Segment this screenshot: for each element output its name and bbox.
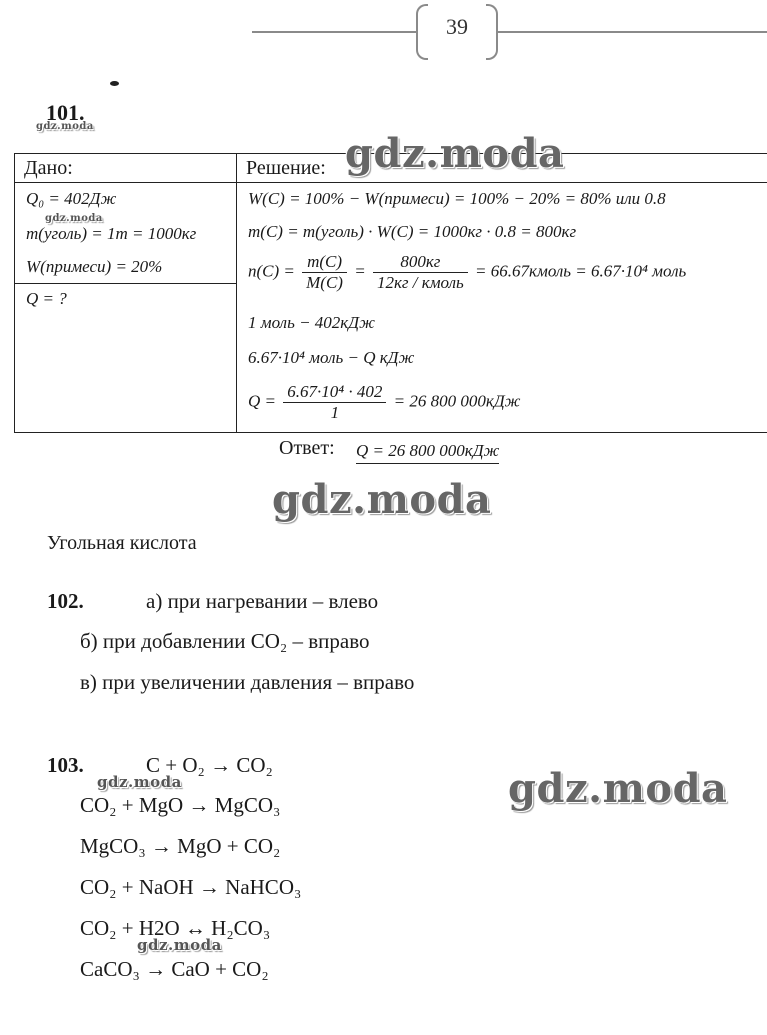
table-divider [236, 153, 237, 433]
watermark-center: gdz.moda [272, 476, 492, 523]
reshenie-header: Решение: [246, 157, 326, 179]
header-rule-right [496, 31, 767, 33]
watermark-small-bottom: gdz.moda [137, 936, 222, 954]
problem-102-number: 102. [47, 589, 84, 613]
reaction-3: MgCO₃ → MgO + CO₂ [80, 834, 281, 858]
solution-line-2: m(C) = m(уголь) · W(C) = 1000кг · 0.8 = 800кг [248, 222, 577, 241]
problem-103-number: 103. [47, 753, 84, 777]
problem-102-c: в) при увеличении давления – вправо [80, 670, 415, 694]
answer-label: Ответ: [279, 437, 335, 459]
dano-header: Дано: [24, 157, 73, 179]
line3-right: = 66.67кмоль = 6.67·10⁴ моль [475, 261, 687, 281]
table-given-border [14, 283, 236, 284]
line6-right: = 26 800 000кДж [393, 391, 521, 411]
fraction-molar-num: m(C) [302, 252, 347, 273]
table-header-border [14, 182, 767, 183]
watermark-tiny-101: gdz.moda [36, 121, 94, 132]
watermark-right: gdz.moda [508, 765, 728, 812]
solution-line-3 [248, 252, 686, 293]
line6-left: Q = [248, 391, 276, 411]
problem-102-b: б) при добавлении СО₂ – вправо [80, 629, 370, 653]
fraction-heat [283, 382, 386, 423]
solution-line-1: W(C) = 100% − W(примеси) = 100% − 20% = 80% или 0.8 [248, 189, 666, 208]
solution-line-6 [248, 382, 520, 423]
answer-value: Q = 26 800 000кДж [356, 441, 499, 464]
solution-line-5: 6.67·10⁴ моль − Q кДж [248, 348, 415, 367]
table-bottom-border [14, 432, 767, 433]
line3-eq: = [354, 261, 366, 281]
watermark-table: gdz.moda [345, 130, 565, 177]
reaction-4: CO₂ + NaOH → NaHCO₃ [80, 875, 302, 899]
given-find: Q = ? [26, 289, 67, 308]
fraction-mass-den: 12кг / кмоль [376, 273, 464, 292]
header-rule-left [252, 31, 418, 33]
fraction-heat-num: 6.67·10⁴ · 402 [283, 382, 386, 403]
ink-dot [110, 81, 119, 86]
fraction-mass-num: 800кг [373, 252, 468, 273]
page-number-box [416, 4, 498, 58]
table-left-border [14, 153, 15, 433]
given-impurity: W(примеси) = 20% [26, 257, 163, 276]
fraction-molar [302, 252, 347, 293]
reaction-6: CaCO₃ → CaO + CO₂ [80, 957, 269, 981]
page-number: 39 [446, 14, 468, 39]
reaction-1: C + O₂ → CO₂ [146, 753, 273, 777]
reaction-5: CO₂ + H2O ↔ H₂CO₃ [80, 916, 271, 940]
solution-line-4: 1 моль − 402кДж [248, 313, 375, 332]
reaction-2: CO₂ + MgO → MgCO₃ [80, 793, 281, 817]
problem-102-a: а) при нагревании – влево [146, 589, 379, 613]
fraction-molar-den: M(C) [306, 273, 343, 292]
line3-left: n(C) = [248, 261, 295, 281]
given-q0: Q₀ = 402Дж [26, 189, 117, 208]
watermark-tiny-given: gdz.moda [45, 213, 103, 224]
watermark-small-103: gdz.moda [97, 773, 182, 791]
fraction-heat-den: 1 [330, 403, 340, 422]
given-mass: m(уголь) = 1т = 1000кг [26, 224, 197, 243]
fraction-mass [373, 252, 468, 293]
problem-101-number: 101. [46, 100, 85, 125]
heading-acid: Угольная кислота [47, 532, 197, 554]
